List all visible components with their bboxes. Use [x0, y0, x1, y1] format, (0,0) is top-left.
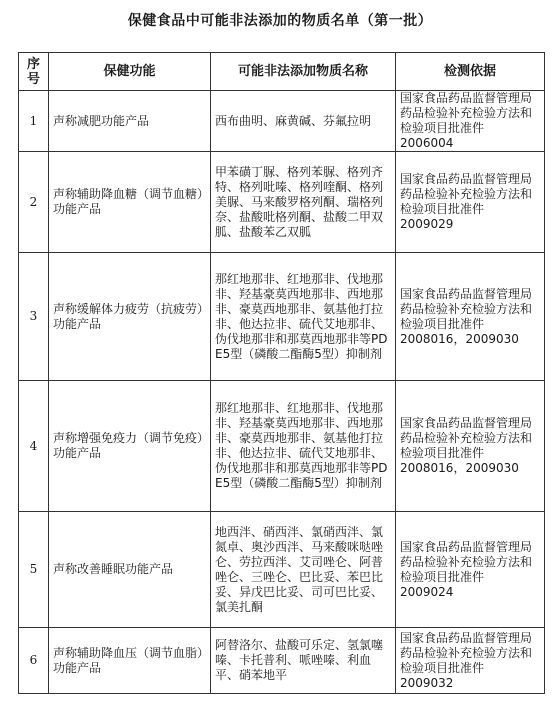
row-substances: 地西泮、硝西泮、氯硝西泮、氯氮卓、奥沙西泮、马来酸咪哒唑仑、劳拉西泮、艾司唑仑、阿普唑仑、三唑仑、巴比妥、苯巴比妥、异戊巴比妥、司可巴比妥、氯美扎酮 [211, 512, 396, 628]
row-basis [396, 628, 545, 694]
table-row [19, 628, 545, 694]
row-no: 3 [19, 253, 49, 381]
header-no: 序号 [19, 53, 49, 91]
row-function: 声称缓解体力疲劳（抗疲劳）功能产品 [49, 253, 211, 381]
row-function: 声称增强免疫力（调节免疫）功能产品 [49, 381, 211, 512]
row-function: 声称减肥功能产品 [49, 91, 211, 152]
row-basis-number: 2009024 [400, 584, 454, 599]
row-basis-number: 2009029 [400, 217, 454, 231]
row-basis-number: 2009032 [400, 675, 454, 690]
header-function: 保健功能 [49, 53, 211, 91]
table-row [19, 381, 545, 512]
row-no: 4 [19, 381, 49, 512]
document-title: 保健食品中可能非法添加的物质名单（第一批） [127, 13, 433, 29]
row-function: 声称辅助降血糖（调节血糖）功能产品 [49, 152, 211, 253]
row-basis-number: 2006004 [400, 136, 454, 150]
table-row [19, 91, 545, 152]
row-basis [396, 512, 545, 628]
row-basis-text: 国家食品药品监督管理局药品检验补充检验方法和检验项目批准件 [400, 286, 533, 331]
row-basis-number: 2008016，2009030 [400, 461, 519, 475]
row-substances: 那红地那非、红地那非、伐地那非、羟基豪莫西地那非、西地那非、豪莫西地那非、氨基他打拉非、他达拉非、硫代艾地那非、伪伐地那非和那莫西地那非等PDE5型（磷酸二酯酶5型）抑制剂 [211, 253, 396, 381]
substance-list-table [18, 52, 545, 694]
row-basis-text: 国家食品药品监督管理局药品检验补充检验方法和检验项目批准件 [400, 539, 533, 584]
row-basis [396, 91, 545, 152]
table-header-row [19, 53, 545, 91]
row-no: 5 [19, 512, 49, 628]
row-basis-number: 2008016，2009030 [400, 331, 519, 346]
row-function: 声称辅助降血压（调节血脂）功能产品 [49, 628, 211, 694]
table-row [19, 253, 545, 381]
row-substances: 阿替洛尔、盐酸可乐定、氢氯噻嗪、卡托普利、哌唑嗪、利血平、硝苯地平 [211, 628, 396, 694]
row-no: 1 [19, 91, 49, 152]
row-basis-text: 国家食品药品监督管理局药品检验补充检验方法和检验项目批准件 [400, 172, 533, 216]
row-basis [396, 253, 545, 381]
table-row [19, 152, 545, 253]
header-substances: 可能非法添加物质名称 [211, 53, 396, 91]
row-basis [396, 152, 545, 253]
row-substances: 甲苯磺丁脲、格列苯脲、格列齐特、格列吡嗪、格列喹酮、格列美脲、马来酸罗格列酮、瑞格列奈、盐酸吡格列酮、盐酸二甲双胍、盐酸苯乙双胍 [211, 152, 396, 253]
row-basis-text: 国家食品药品监督管理局药品检验补充检验方法和检验项目批准件 [400, 630, 533, 675]
row-basis-text: 国家食品药品监督管理局药品检验补充检验方法和检验项目批准件 [400, 416, 533, 460]
table-row [19, 512, 545, 628]
row-basis [396, 381, 545, 512]
row-no: 2 [19, 152, 49, 253]
row-substances: 西布曲明、麻黄碱、芬氟拉明 [211, 91, 396, 152]
row-basis-text: 国家食品药品监督管理局药品检验补充检验方法和检验项目批准件 [400, 91, 533, 135]
row-substances: 那红地那非、红地那非、伐地那非、羟基豪莫西地那非、西地那非、豪莫西地那非、氨基他打拉非、他达拉非、硫代艾地那非、伪伐地那非和那莫西地那非等PDE5型（磷酸二酯酶5型）抑制剂 [211, 381, 396, 512]
row-no: 6 [19, 628, 49, 694]
header-basis: 检测依据 [396, 53, 545, 91]
row-function: 声称改善睡眠功能产品 [49, 512, 211, 628]
